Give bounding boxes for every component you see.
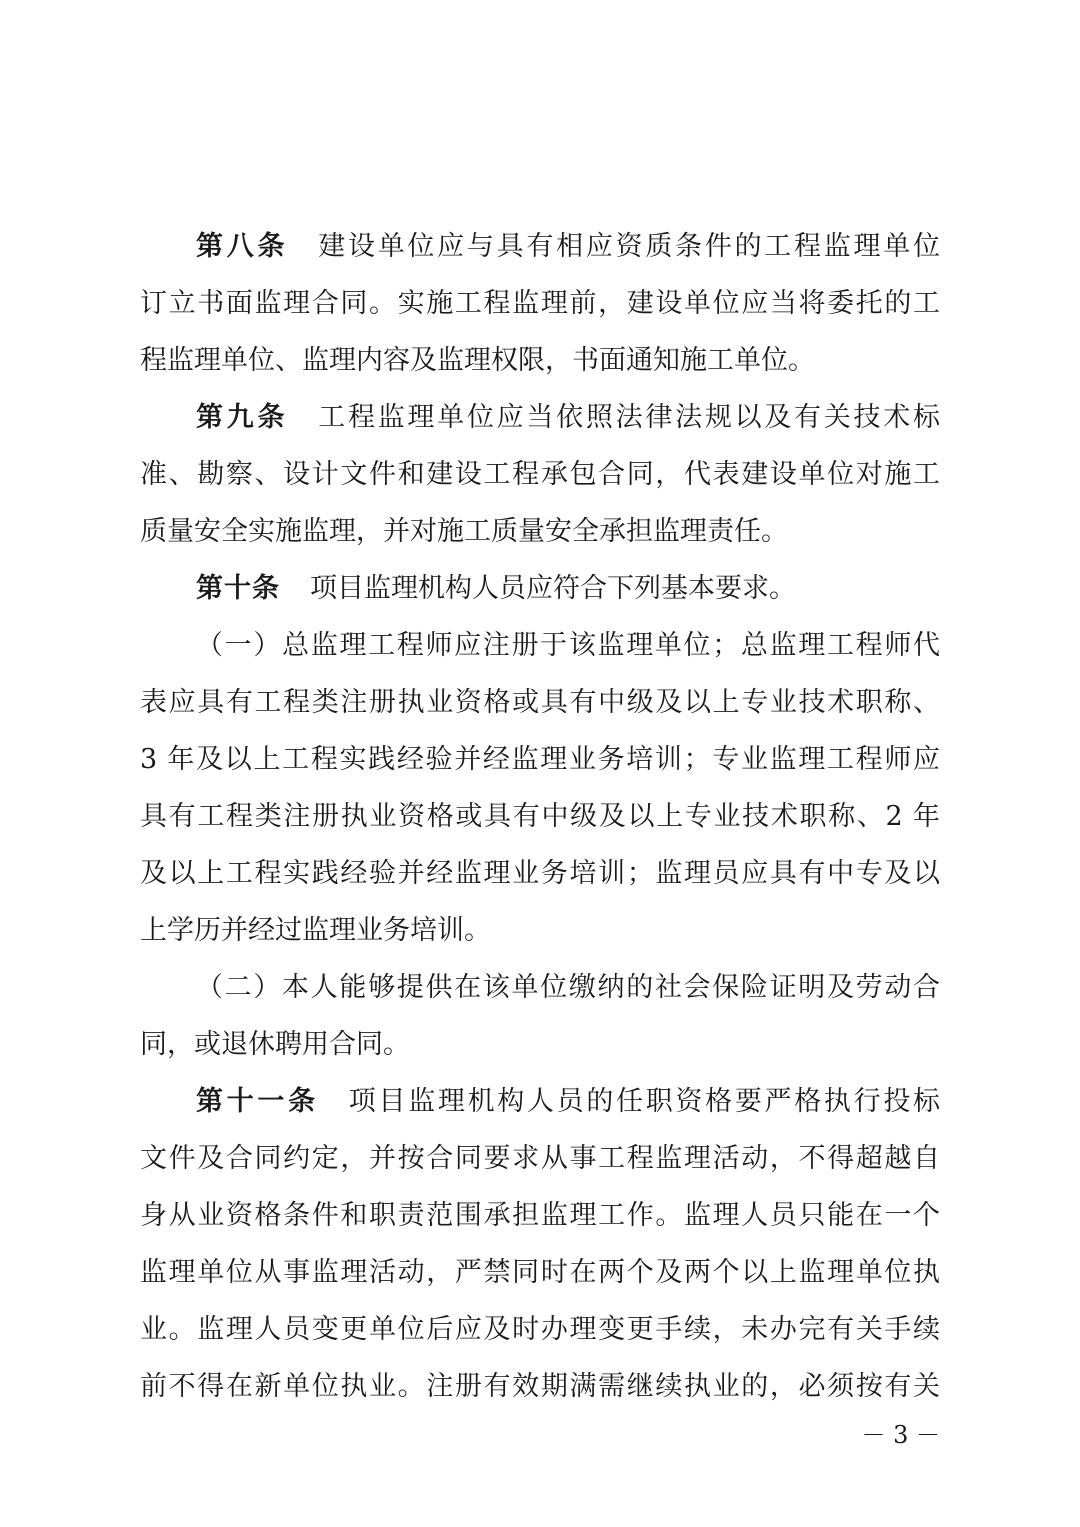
article-11-title: 第十一条 xyxy=(196,1086,319,1117)
article-11-line-2: 文件及合同约定，并按合同要求从事工程监理活动，不得超越自 xyxy=(140,1143,940,1174)
article-10-text-1: 项目监理机构人员应符合下列基本要求。 xyxy=(310,573,796,604)
article-9-line-2: 准、勘察、设计文件和建设工程承包合同，代表建设单位对施工 xyxy=(140,459,940,490)
article-11-line-3: 身从业资格条件和职责范围承担监理工作。监理人员只能在一个 xyxy=(140,1200,940,1231)
article-11-line-4: 监理单位从事监理活动，严禁同时在两个及两个以上监理单位执 xyxy=(140,1257,940,1288)
article-8-line-1 xyxy=(140,218,940,275)
article-8-line-2: 订立书面监理合同。实施工程监理前，建设单位应当将委托的工 xyxy=(140,288,940,319)
item-1-line-3: 3 年及以上工程实践经验并经监理业务培训；专业监理工程师应 xyxy=(140,744,940,775)
article-11-line-1 xyxy=(140,1073,940,1130)
item-1-line-5: 及以上工程实践经验并经监理业务培训；监理员应具有中专及以 xyxy=(140,858,940,889)
item-1-line-6: 上学历并经过监理业务培训。 xyxy=(140,915,491,946)
article-10-title: 第十条 xyxy=(196,573,280,604)
item-1-line-4: 具有工程类注册执业资格或具有中级及以上专业技术职称、2 年 xyxy=(140,801,940,832)
article-11-text-1: 项目监理机构人员的任职资格要严格执行投标 xyxy=(348,1086,941,1117)
item-2-line-2: 同，或退休聘用合同。 xyxy=(140,1029,410,1060)
page-number: － 3 － xyxy=(861,1421,940,1449)
article-8-title: 第八条 xyxy=(196,231,289,262)
article-11-line-6: 前不得在新单位执业。注册有效期满需继续执业的，必须按有关 xyxy=(140,1371,940,1402)
article-10-line-1 xyxy=(140,560,940,617)
article-9-title: 第九条 xyxy=(196,402,289,433)
article-8-text-1: 建设单位应与具有相应资质条件的工程监理单位 xyxy=(318,231,941,262)
article-9-line-1 xyxy=(140,389,940,446)
article-9-text-1: 工程监理单位应当依照法律法规以及有关技术标 xyxy=(318,402,941,433)
item-1-line-1: （一）总监理工程师应注册于该监理单位；总监理工程师代 xyxy=(196,630,940,661)
article-11-line-5: 业。监理人员变更单位后应及时办理变更手续，未办完有关手续 xyxy=(140,1314,940,1345)
item-2-line-1: （二）本人能够提供在该单位缴纳的社会保险证明及劳动合 xyxy=(196,972,940,1003)
item-1-line-2: 表应具有工程类注册执业资格或具有中级及以上专业技术职称、 xyxy=(140,687,940,718)
body-text xyxy=(140,218,940,1415)
article-9-line-3: 质量安全实施监理，并对施工质量安全承担监理责任。 xyxy=(140,516,788,547)
article-8-line-3: 程监理单位、监理内容及监理权限，书面通知施工单位。 xyxy=(140,345,815,376)
